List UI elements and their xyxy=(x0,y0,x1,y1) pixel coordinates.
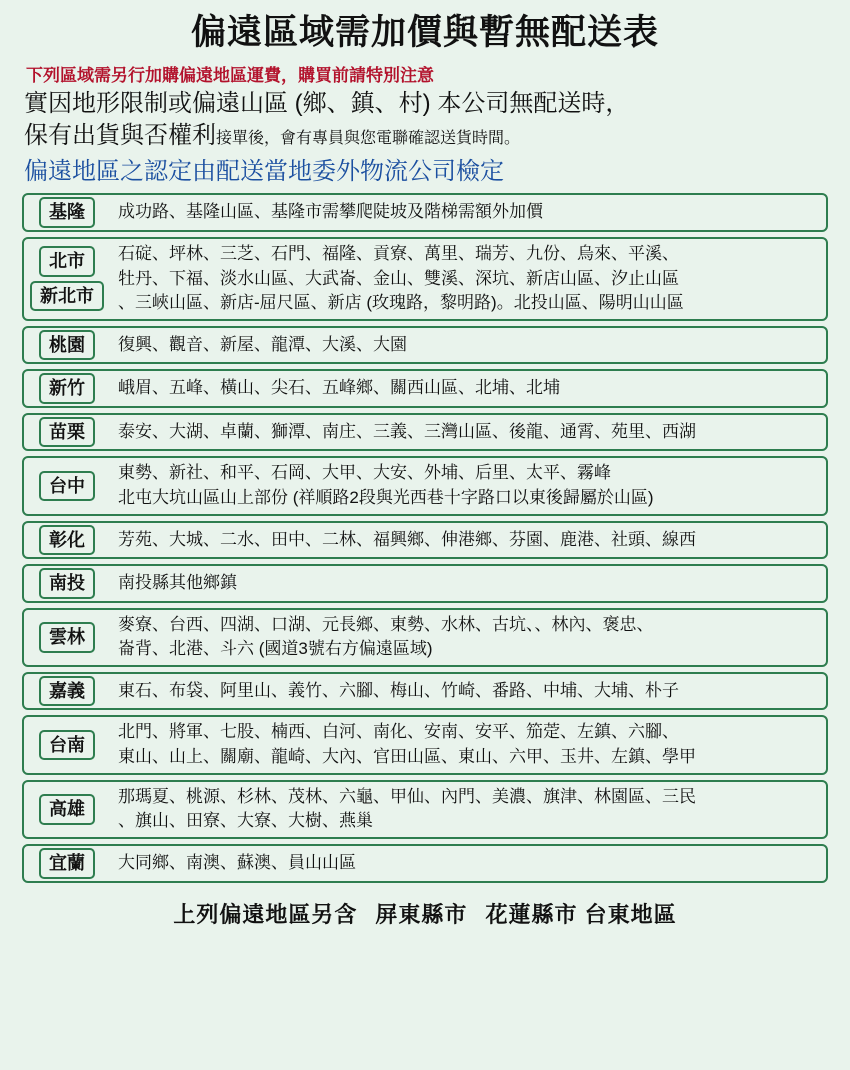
region-content-line: 崙背、北港、斗六 (國道3號右方偏遠區域) xyxy=(118,639,433,659)
region-label-cell xyxy=(24,371,110,406)
region-content-line: 石碇、坪林、三芝、石門、福隆、貢寮、萬里、瑞芳、九份、烏來、平溪、 xyxy=(118,243,679,263)
region-content-line: 牡丹、下福、淡水山區、大武崙、金山、雙溪、深坑、新店山區、汐止山區 xyxy=(118,268,679,288)
region-label-stack xyxy=(30,246,104,311)
notice-paragraph-line2 xyxy=(16,120,834,152)
region-label-cell xyxy=(24,674,110,709)
region-content-line: 東石、布袋、阿里山、義竹、六腳、梅山、竹崎、番路、中埔、大埔、朴子 xyxy=(118,680,679,700)
region-label: 基隆 xyxy=(39,197,95,228)
footer-area-2: 花蓮縣市 xyxy=(485,901,578,927)
region-content-cell xyxy=(110,415,826,450)
region-content-line: 成功路、基隆山區、基隆市需攀爬陡坡及階梯需額外加價 xyxy=(118,202,543,222)
region-content-line: 北屯大坑山區山上部份 (祥順路2段與光西巷十字路口以東後歸屬於山區) xyxy=(118,488,654,508)
table-row xyxy=(22,326,828,365)
region-label-cell xyxy=(24,195,110,230)
region-content-cell xyxy=(110,239,826,319)
region-content-line: 大同鄉、南澳、蘇澳、員山山區 xyxy=(118,852,356,872)
region-label-stack xyxy=(39,373,95,404)
region-label: 雲林 xyxy=(39,622,95,653)
region-label: 南投 xyxy=(39,568,95,599)
table-row xyxy=(22,456,828,515)
table-row xyxy=(22,369,828,408)
region-content-cell xyxy=(110,782,826,837)
region-label-cell xyxy=(24,566,110,601)
region-content-line: 那瑪夏、桃源、杉林、茂林、六龜、甲仙、內門、美濃、旗津、林園區、三民 xyxy=(118,786,696,806)
region-content-line: 麥寮、台西、四湖、口湖、元長鄉、東勢、水林、古坑、、林內、褒忠、 xyxy=(118,614,654,634)
region-label-cell xyxy=(24,458,110,513)
region-label-stack xyxy=(39,417,95,448)
region-content-line: 、三峽山區、新店-屈尺區、新店 (玫瑰路，黎明路)。北投山區、陽明山山區 xyxy=(118,293,684,313)
region-content-cell xyxy=(110,523,826,558)
table-row xyxy=(22,521,828,560)
table-row xyxy=(22,780,828,839)
footer-prefix: 上列偏遠地區另含 xyxy=(173,901,358,927)
table-row xyxy=(22,564,828,603)
table-row xyxy=(22,844,828,883)
region-content-cell xyxy=(110,846,826,881)
table-row xyxy=(22,672,828,711)
region-label: 新竹 xyxy=(39,373,95,404)
region-label: 新北市 xyxy=(30,281,104,312)
region-content-line: 泰安、大湖、卓蘭、獅潭、南庄、三義、三灣山區、後龍、通霄、苑里、西湖 xyxy=(118,421,696,441)
region-label-stack xyxy=(39,197,95,228)
region-label-cell xyxy=(24,782,110,837)
region-content-line: 北門、將軍、七股、楠西、白河、南化、安南、安平、笳萣、左鎮、六腳、 xyxy=(118,722,679,742)
region-label-cell xyxy=(24,239,110,319)
region-label: 嘉義 xyxy=(39,676,95,707)
region-label: 台南 xyxy=(39,730,95,761)
region-content-cell xyxy=(110,371,826,406)
region-content-line: 東勢、新社、和平、石岡、大甲、大安、外埔、后里、太平、霧峰 xyxy=(118,463,611,483)
region-label: 宜蘭 xyxy=(39,848,95,879)
region-content-cell xyxy=(110,195,826,230)
region-label-cell xyxy=(24,328,110,363)
region-content-line: 東山、山上、關廟、龍崎、大內、官田山區、東山、六甲、玉井、左鎮、學甲 xyxy=(118,747,696,767)
region-label-stack xyxy=(39,471,95,502)
region-label: 苗栗 xyxy=(39,417,95,448)
region-content-cell xyxy=(110,328,826,363)
footer-area-1: 屏東縣市 xyxy=(375,901,468,927)
table-row xyxy=(22,413,828,452)
region-label: 彰化 xyxy=(39,525,95,556)
region-label: 高雄 xyxy=(39,794,95,825)
definition-note: 偏遠地區之認定由配送當地委外物流公司檢定 xyxy=(24,158,504,186)
region-label-stack xyxy=(39,568,95,599)
page-subtitle: 下列區域需另行加購偏遠地區運費，購買前請特別注意 xyxy=(26,65,434,85)
region-label-cell xyxy=(24,415,110,450)
region-content-cell xyxy=(110,674,826,709)
table-row xyxy=(22,193,828,232)
region-content-line: 復興、觀音、新屋、龍潭、大溪、大園 xyxy=(118,334,407,354)
region-label-stack xyxy=(39,330,95,361)
region-content-line: 、旗山、田寮、大寮、大樹、燕巢 xyxy=(118,811,373,831)
region-label-stack xyxy=(39,848,95,879)
footer-area-3: 台東地區 xyxy=(584,901,677,927)
region-label: 台中 xyxy=(39,471,95,502)
region-label-cell xyxy=(24,523,110,558)
notice-paragraph-line1: 實因地形限制或偏遠山區 (鄉、鎮、村) 本公司無配送時， xyxy=(24,89,630,117)
region-label-stack xyxy=(39,622,95,653)
page-title: 偏遠區域需加價與暫無配送表 xyxy=(190,13,659,52)
region-label: 桃園 xyxy=(39,330,95,361)
region-label: 北市 xyxy=(39,246,95,277)
region-label-cell xyxy=(24,846,110,881)
footer-note xyxy=(16,888,834,929)
region-label-stack xyxy=(39,676,95,707)
region-content-cell xyxy=(110,717,826,772)
table-row xyxy=(22,715,828,774)
region-content-cell xyxy=(110,566,826,601)
region-content-line: 峨眉、五峰、橫山、尖石、五峰鄉、關西山區、北埔、北埔 xyxy=(118,378,560,398)
region-label-stack xyxy=(39,794,95,825)
region-table xyxy=(22,193,828,882)
region-label-cell xyxy=(24,717,110,772)
region-content-cell xyxy=(110,458,826,513)
region-label-stack xyxy=(39,730,95,761)
notice-paragraph-line2-main: 保有出貨與否權利 xyxy=(24,121,216,149)
region-content-line: 芳苑、大城、二水、田中、二林、福興鄉、伸港鄉、芬園、鹿港、社頭、線西 xyxy=(118,529,696,549)
region-content-line: 南投縣其他鄉鎮 xyxy=(118,573,237,593)
table-row xyxy=(22,608,828,667)
region-label-stack xyxy=(39,525,95,556)
table-row xyxy=(22,237,828,321)
notice-paragraph-line2-small: 接單後，會有專員與您電聯確認送貨時間。 xyxy=(216,129,521,147)
region-content-cell xyxy=(110,610,826,665)
region-label-cell xyxy=(24,610,110,665)
